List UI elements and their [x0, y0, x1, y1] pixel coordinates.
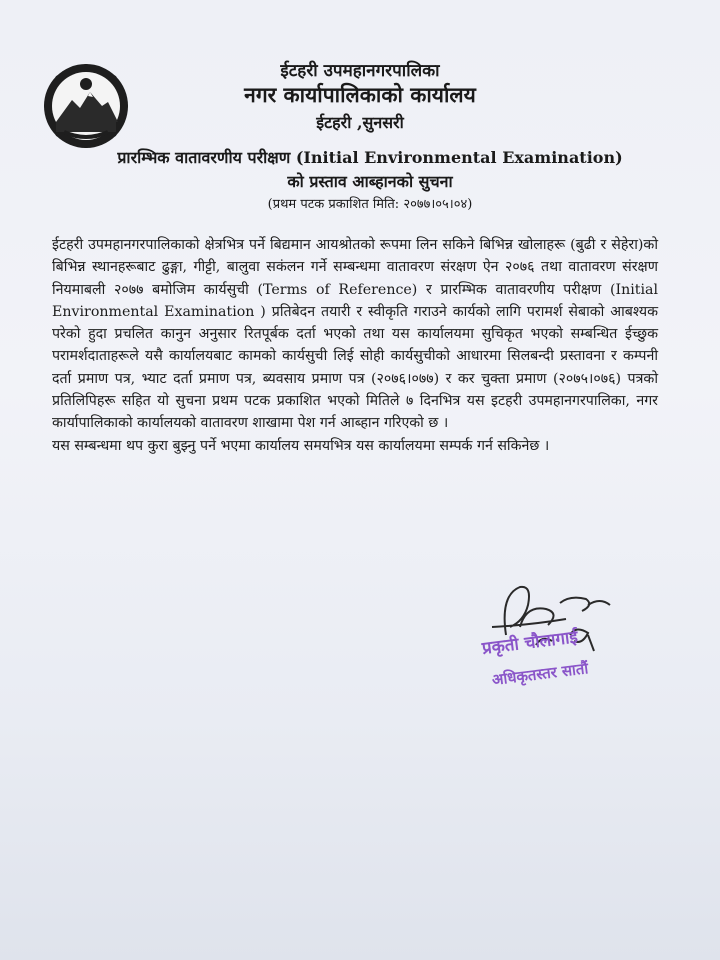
notice-title — [60, 146, 680, 212]
office-header — [180, 52, 540, 133]
notice-paragraph-main: ईटहरी उपमहानगरपालिकाको क्षेत्रभित्र पर्ने बिद्यमान आयश्रोतको रूपमा लिन सकिने बिभिन्न खोलाहरू (बुढी र सेहेरा)को बिभिन्न स्थानहरूबाट ढुङ्गा, गीट्टी, बालुवा सकंलन गर्ने सम्बन्धमा वातावरण संरक्षण ऐन २०७६ तथा वातावरण संरक्षण नियमाबली २०७७ बमोजिम कार्यसुची (Terms of Reference) र प्रारम्भिक वातावरणीय परीक्षण (Initial Environmental Examination ) प्रतिबेदन तयारी र स्वीकृति गराउने कार्यको लागि परामर्श सेबाको आबश्यक परेको हुदा प्रचलित कानुन अनुसार रितपूर्बक दर्ता भएको तथा यस कार्यालयमा सुचिकृत भएको सम्बन्धित ईच्छुक परामर्शदाताहरूले यसै कार्यालयबाट कामको कार्यसुची लिई सोही कार्यसुचीको आधारमा सिलबन्दी प्रस्तावना र कम्पनी दर्ता प्रमाण पत्र, भ्याट दर्ता प्रमाण पत्र, ब्यवसाय प्रमाण पत्र (२०७६।०७७) र कर चुक्ता प्रमाण (२०७५।०७६) पत्रको प्रतिलिपिहरू सहित यो सुचना प्रथम पटक प्रकाशित भएको मितिले ७ दिनभित्र यस इटहरी उपमहानगरपालिका, नगर कार्यापालिकाको कार्यालयको वातावरण शाखामा पेश गर्न आब्हान गरिएको छ । — [52, 237, 658, 432]
office-location: ईटहरी ,सुनसरी — [316, 113, 404, 132]
office-name: नगर कार्यापालिकाको कार्यालय — [244, 82, 476, 107]
notice-body — [52, 234, 658, 457]
nepal-government-emblem-icon — [42, 62, 130, 150]
officer-stamp-name: प्रकृती चौलागाई — [480, 627, 579, 659]
notice-title-line2: को प्रस्ताव आब्हानको सुचना — [287, 172, 453, 191]
publication-date: (प्रथम पटक प्रकाशित मिति: २०७७।०५।०४) — [267, 197, 473, 212]
officer-stamp-title: अधिकृतस्तर सातौं — [490, 659, 590, 689]
municipality-name: ईटहरी उपमहानगरपालिका — [280, 61, 440, 81]
notice-paragraph-contact: यस सम्बन्धमा थप कुरा बुझ्नु पर्ने भएमा कार्यालय समयभित्र यस कार्यालयमा सम्पर्क गर्न सकिनेछ । — [52, 437, 550, 454]
notice-title-line1: प्रारम्भिक वातावरणीय परीक्षण (Initial Environmental Examination) — [117, 148, 623, 167]
